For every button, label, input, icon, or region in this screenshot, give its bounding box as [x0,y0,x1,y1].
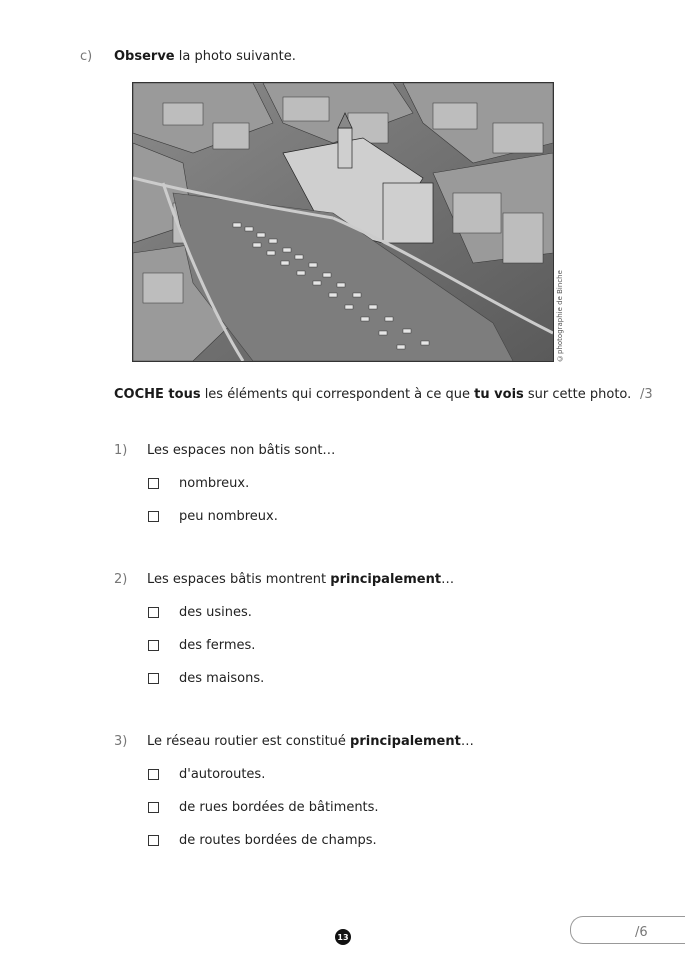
option-q3-3: de routes bordées de champs. [179,833,377,848]
question-2-number: 2) [114,572,128,587]
page-number-badge: 13 [335,929,351,945]
question-3-text-start: Le réseau routier est constitué [147,734,351,749]
option-q1-1: nombreux. [179,476,250,491]
question-3-text-end: … [460,734,474,749]
question-1-text: Les espaces non bâtis sont… [147,443,336,458]
question-1-number: 1) [114,443,128,458]
question-2-text-start: Les espaces bâtis montrent [147,572,331,587]
question-2-text [147,572,454,587]
option-q3-1: d'autoroutes. [179,767,266,782]
option-q3-2: de rues bordées de bâtiments. [179,800,379,815]
question-2-text-end: … [441,572,455,587]
section-instruction [114,49,296,64]
task-instruction [114,387,631,402]
option-q1-2: peu nombreux. [179,509,278,524]
checkbox-q3-opt2[interactable] [148,802,159,813]
task-text-2: les éléments qui correspondent à ce que [200,387,475,402]
checkbox-q2-opt1[interactable] [148,607,159,618]
photo-credit: ©photographie de Binche [556,270,564,362]
total-score-box [570,916,685,944]
instruction-rest: la photo suivante. [174,49,296,64]
question-2-text-bold: principalement [330,572,442,587]
option-q2-2: des fermes. [179,638,256,653]
checkbox-q2-opt3[interactable] [148,673,159,684]
instruction-bold: Observe [114,49,175,64]
checkbox-q3-opt3[interactable] [148,835,159,846]
question-3-number: 3) [114,734,128,749]
task-bold-3: tu vois [474,387,524,402]
question-3-text [147,734,474,749]
checkbox-q1-opt2[interactable] [148,511,159,522]
aerial-town-photo [132,82,554,362]
checkbox-q3-opt1[interactable] [148,769,159,780]
option-q2-3: des maisons. [179,671,265,686]
task-score: /3 [640,387,653,402]
checkbox-q2-opt2[interactable] [148,640,159,651]
section-letter: c) [80,49,93,64]
checkbox-q1-opt1[interactable] [148,478,159,489]
question-3-text-bold: principalement [350,734,461,749]
task-bold-1: COCHE tous [114,387,201,402]
total-score: /6 [635,925,648,940]
task-text-4: sur cette photo. [523,387,632,402]
option-q2-1: des usines. [179,605,252,620]
